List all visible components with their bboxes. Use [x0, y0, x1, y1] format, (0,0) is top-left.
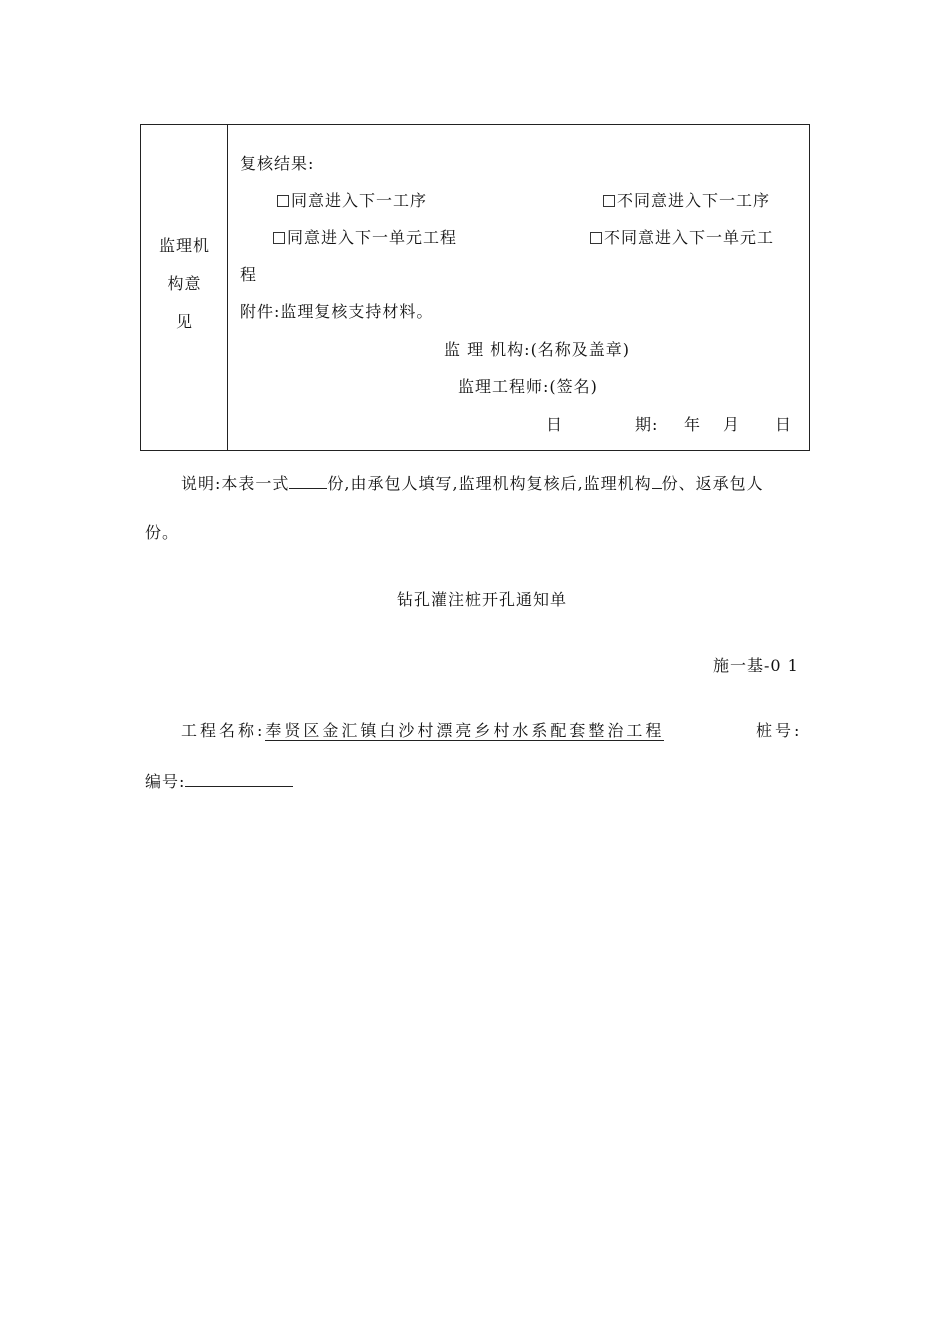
number-line	[145, 769, 293, 792]
date-year: 年	[684, 415, 702, 434]
label-line-2: 构意	[167, 274, 202, 293]
note-mid2: 份、返承包人	[661, 474, 764, 493]
checkbox-icon[interactable]	[277, 195, 289, 207]
supervision-opinion-label-cell	[141, 125, 228, 450]
option-label: 同意进入下一工序	[291, 191, 428, 210]
org-signature-line: 监 理 机构:(名称及盖章)	[444, 340, 631, 359]
option-label: 不同意进入下一工序	[617, 191, 771, 210]
option-disagree-next-unit[interactable]	[590, 225, 774, 248]
option-agree-next-unit[interactable]	[273, 225, 457, 248]
number-label: 编号:	[145, 772, 186, 791]
project-name: 奉贤区金汇镇白沙村漂亮乡村水系配套整治工程	[265, 721, 665, 740]
copies-blank[interactable]	[289, 488, 327, 489]
project-line	[181, 718, 664, 741]
date-label-period: 期:	[635, 415, 659, 434]
checkbox-icon[interactable]	[273, 232, 285, 244]
note-prefix: 说明:本表一式	[181, 474, 290, 493]
date-day: 日	[775, 415, 793, 434]
date-month: 月	[723, 415, 741, 434]
review-result-label: 复核结果:	[240, 154, 315, 173]
notice-title: 钻孔灌注桩开孔通知单	[397, 590, 568, 609]
project-label: 工程名称:	[181, 721, 266, 740]
notice-code: 施一基-0 1	[713, 656, 799, 675]
note-mid: 份,由承包人填写,监理机构复核后,监理机构	[327, 474, 652, 493]
attachment-note: 附件:监理复核支持材料。	[240, 302, 434, 321]
label-line-1: 监理机	[158, 236, 210, 255]
pile-label: 桩号:	[756, 721, 803, 740]
number-blank[interactable]	[185, 786, 293, 787]
note-line-1	[181, 471, 764, 494]
copies-blank[interactable]	[652, 488, 662, 489]
label-line-3: 见	[175, 312, 193, 331]
date-label-day: 日	[546, 415, 564, 434]
note-line-2: 份。	[145, 523, 180, 542]
option-label: 不同意进入下一单元工	[604, 228, 775, 247]
supervision-opinion-content-cell	[228, 125, 809, 450]
supervision-opinion-table	[140, 124, 810, 451]
option-disagree-next-step[interactable]	[603, 188, 770, 211]
engineer-signature-line: 监理工程师:(签名)	[458, 377, 598, 396]
checkbox-icon[interactable]	[603, 195, 615, 207]
option-agree-next-step[interactable]	[277, 188, 427, 211]
option-label: 同意进入下一单元工程	[287, 228, 458, 247]
option-label-continuation: 程	[240, 265, 258, 284]
checkbox-icon[interactable]	[590, 232, 602, 244]
